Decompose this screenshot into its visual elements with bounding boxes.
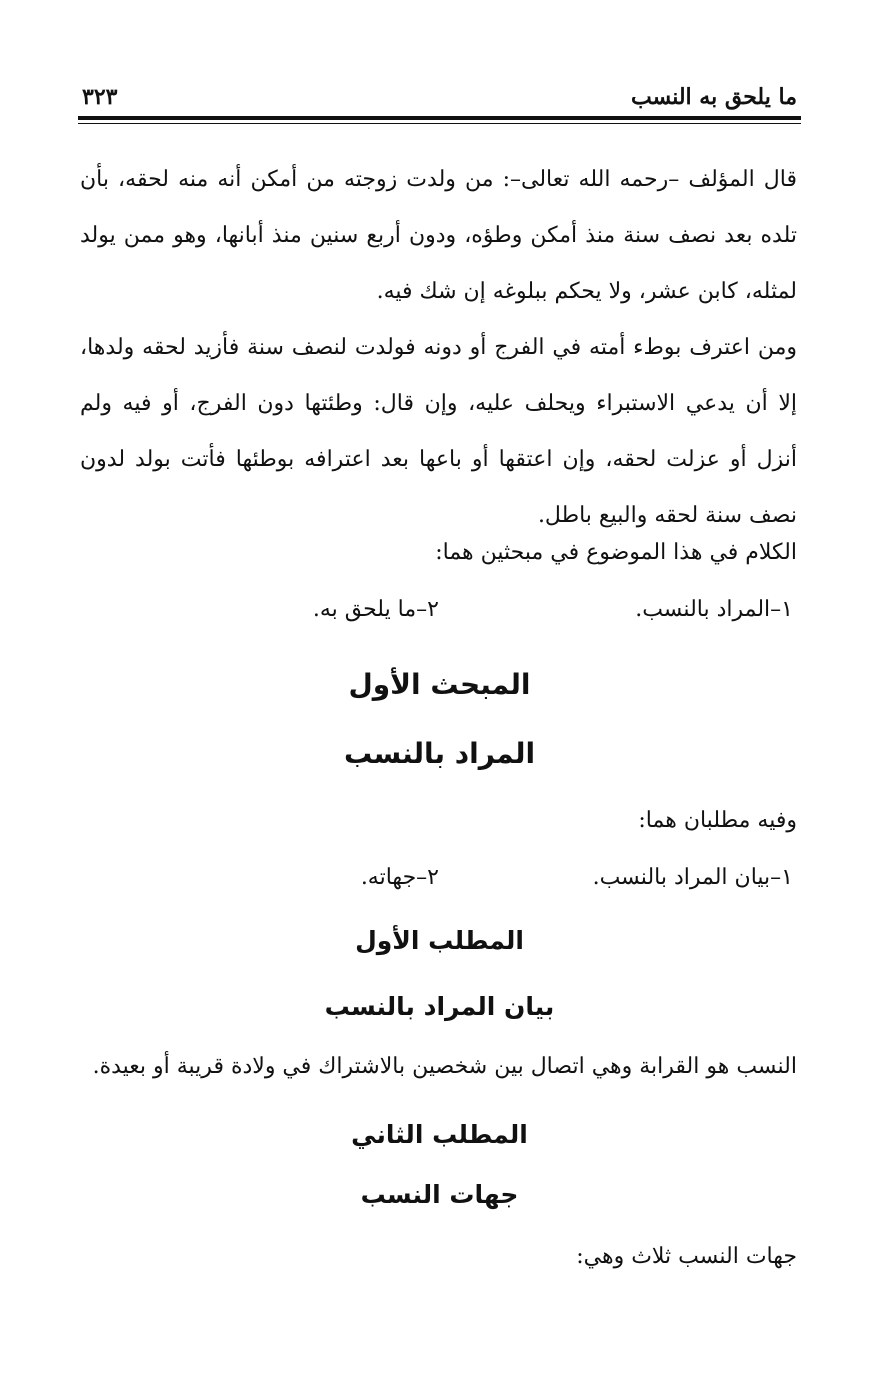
page-number: ٣٢٣ — [82, 84, 118, 110]
nasab-definition: النسب هو القرابة وهي اتصال بين شخصين بالاشتراك في ولادة قريبة أو بعيدة. — [92, 1054, 797, 1079]
topic-item-1: ١–المراد بالنسب. — [635, 597, 793, 622]
paragraph-author-text-1: قال المؤلف –رحمه الله تعالى–: من ولدت زوجته من أمكن أنه منه لحقه، بأن تلده بعد نصف سنة منذ أمكن وطؤه، ودون أربع سنين منذ أبانها، وهو ممن يولد لمثله، كابن عشر، ولا يحكم ببلوغه إن شك فيه. — [80, 167, 797, 304]
matalib-intro: وفيه مطلبان هما: — [638, 808, 797, 833]
page-header — [78, 84, 801, 108]
topic-item-2: ٢–ما يلحق به. — [312, 597, 439, 622]
main-text — [80, 152, 797, 544]
mabhath-1-title: المراد بالنسب — [343, 737, 536, 770]
matlab-1-title: بيان المراد بالنسب — [324, 992, 555, 1021]
header-rule-thin — [78, 123, 801, 124]
matlab-item-2: ٢–جهاته. — [360, 865, 439, 890]
running-title: ما يلحق به النسب — [630, 84, 797, 110]
matlab-1-heading: المطلب الأول — [355, 926, 524, 955]
topics-intro: الكلام في هذا الموضوع في مبحثين هما: — [435, 540, 797, 565]
matlab-2-heading: المطلب الثاني — [351, 1120, 528, 1149]
matlab-item-1: ١–بيان المراد بالنسب. — [592, 865, 793, 890]
jihat-intro: جهات النسب ثلاث وهي: — [576, 1244, 797, 1269]
paragraph-author-text-2: ومن اعترف بوطء أمته في الفرج أو دونه فولدت لنصف سنة فأزيد لحقه ولدها، إلا أن يدعي الاستبراء ويحلف عليه، وإن قال: وطئتها دون الفرج، أو فيه ولم أنزل أو عزلت لحقه، وإن اعتقها أو باعها بعد اعترافه بوطئها فأتت بولد لدون نصف سنة لحقه والبيع باطل. — [80, 335, 797, 528]
matlab-2-title: جهات النسب — [360, 1180, 519, 1209]
mabhath-1-heading: المبحث الأول — [348, 668, 531, 701]
header-rule-thick — [78, 116, 801, 120]
